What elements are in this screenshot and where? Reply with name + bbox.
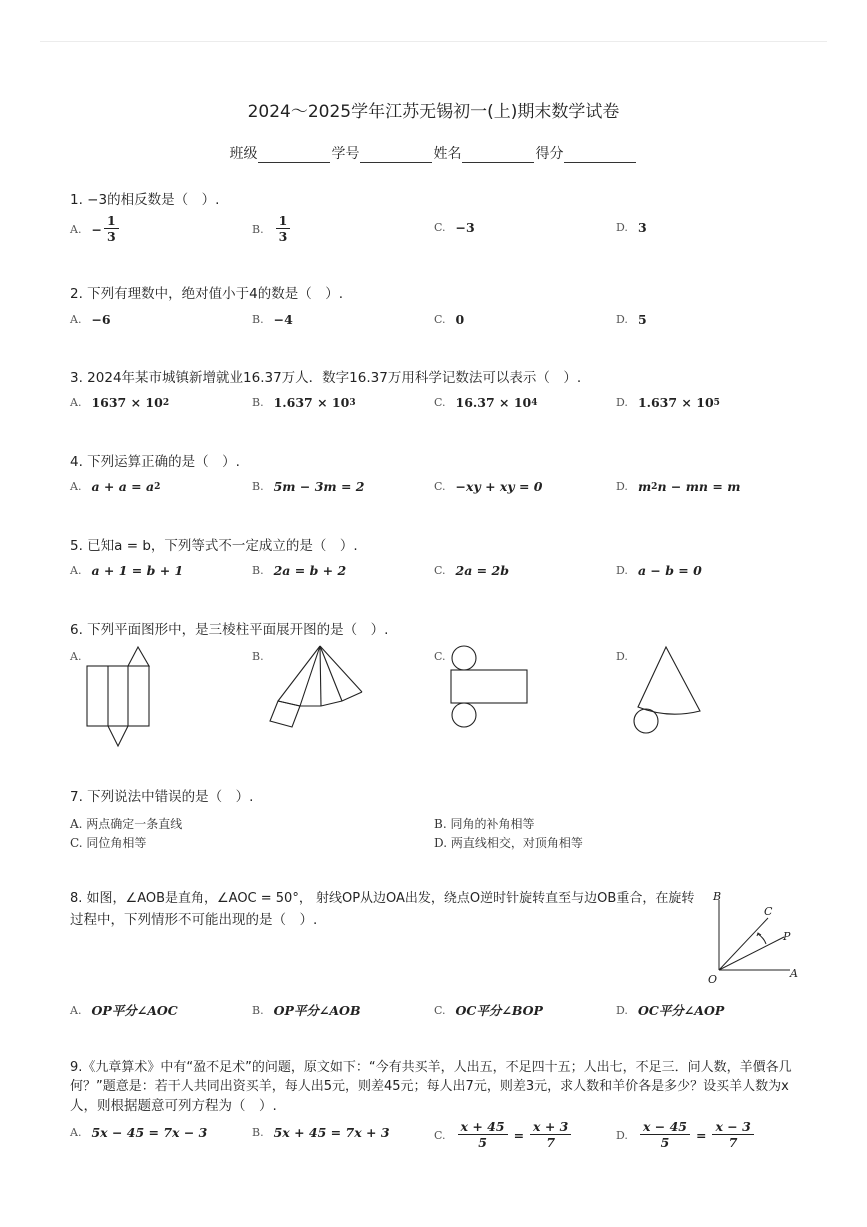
q4-option-b-letter: B. xyxy=(252,480,264,493)
q9-c-left-denominator: 5 xyxy=(478,1135,487,1150)
q2-option-a-value: −6 xyxy=(91,312,111,327)
q4-option-d-letter: D. xyxy=(616,480,628,493)
q3-option-a[interactable] xyxy=(70,395,169,410)
q8-label-c: C xyxy=(764,905,773,918)
q4-option-a-letter: A. xyxy=(70,480,82,493)
q4-option-d-rest: n − mn = m xyxy=(657,479,741,494)
question-6-stem: 6. 下列平面图形中，是三棱柱平面展开图的是（ ）. xyxy=(70,622,389,638)
q9-option-d-left-fraction xyxy=(640,1120,690,1150)
q6-figure-d-cone-net xyxy=(628,645,704,737)
student-id-field[interactable] xyxy=(332,143,434,163)
q3-option-b[interactable] xyxy=(252,395,356,410)
q3-option-c-value: 16.37 × 10 xyxy=(455,395,532,410)
q9-option-a[interactable] xyxy=(70,1125,207,1140)
q9-option-b-value: 5x + 45 = 7x + 3 xyxy=(273,1125,390,1140)
class-label: 班级 xyxy=(229,146,258,162)
q7-option-b[interactable]: B. 同角的补角相等 xyxy=(434,817,535,831)
q9-option-c[interactable] xyxy=(434,1120,573,1150)
q5-option-d-letter: D. xyxy=(616,564,628,577)
q2-option-c-value: 0 xyxy=(455,312,465,327)
q1-option-c-value: −3 xyxy=(455,220,475,235)
q3-option-a-exponent: 2 xyxy=(162,397,170,408)
student-info-row xyxy=(0,143,867,163)
question-8-stem-line-1: 8. 如图，∠AOB是直角，∠AOC = 50°， 射线OP从边OA出发，绕点O逆时针旋转直至与边OB重合，在旋转 xyxy=(70,891,695,906)
q8-label-p: P xyxy=(783,930,791,943)
name-label: 姓名 xyxy=(433,146,462,162)
q2-option-a-letter: A. xyxy=(70,313,82,326)
q4-option-d-base: m xyxy=(637,479,652,494)
q5-option-b-letter: B. xyxy=(252,564,264,577)
q3-option-d-letter: D. xyxy=(616,396,628,409)
question-4-stem: 4. 下列运算正确的是（ ）. xyxy=(70,454,240,470)
score-field[interactable] xyxy=(536,143,638,163)
q8-option-b[interactable] xyxy=(252,1001,361,1019)
q6-option-c-letter: C. xyxy=(434,650,446,663)
q7-option-c[interactable]: C. 同位角相等 xyxy=(70,836,147,850)
q2-option-c[interactable] xyxy=(434,312,464,327)
q8-label-b: B xyxy=(713,890,722,903)
question-9-stem-line-1: 9.《九章算术》中有“盈不足术”的问题，原文如下：“今有共买羊，人出五，不足四十五；人出七，不足三．问人数，羊價各几 xyxy=(70,1060,792,1075)
question-8-options xyxy=(70,1001,798,1021)
q9-d-equals: = xyxy=(695,1127,707,1143)
question-1-stem: 1. −3的相反数是（ ）. xyxy=(70,192,220,208)
student-id-blank[interactable] xyxy=(360,148,432,163)
question-2-options xyxy=(70,312,798,332)
q5-option-d[interactable] xyxy=(616,563,702,578)
q8-option-d-letter: D. xyxy=(616,1003,628,1017)
question-5-stem: 5. 已知a = b，下列等式不一定成立的是（ ）. xyxy=(70,538,358,554)
q9-d-right-denominator: 7 xyxy=(728,1135,738,1150)
q9-option-b[interactable] xyxy=(252,1125,390,1140)
q5-option-a[interactable] xyxy=(70,563,183,578)
class-field[interactable] xyxy=(230,143,332,163)
q8-option-a-value: OP平分∠AOC xyxy=(91,1003,178,1018)
q3-option-c-exponent: 4 xyxy=(531,397,538,408)
q1-a-numerator: 1 xyxy=(104,214,119,229)
q7-option-d[interactable]: D. 两直线相交，对顶角相等 xyxy=(434,836,583,850)
q3-option-b-exponent: 3 xyxy=(349,397,356,408)
q1-option-d[interactable] xyxy=(616,220,647,235)
q8-option-b-letter: B. xyxy=(252,1003,264,1017)
q1-b-numerator: 1 xyxy=(276,214,291,229)
q6-option-a-letter: A. xyxy=(70,650,82,663)
q9-option-d-letter: D. xyxy=(616,1128,628,1142)
q9-option-b-letter: B. xyxy=(252,1126,264,1139)
q9-option-c-left-fraction xyxy=(458,1120,508,1150)
question-9-stem-line-2: 何？”题意是：若干人共同出资买羊，每人出5元，则差45元；每人出7元，则差3元，求人数和羊价各是多少？设买羊人数为x xyxy=(70,1079,789,1094)
q4-option-c-value: −xy + xy = 0 xyxy=(455,479,543,494)
q2-option-b-value: −4 xyxy=(273,312,293,327)
q1-option-a[interactable] xyxy=(70,214,121,244)
q5-option-c-letter: C. xyxy=(434,564,446,577)
q3-option-d-exponent: 5 xyxy=(713,397,720,408)
q8-option-b-value: OP平分∠AOB xyxy=(273,1003,361,1018)
q2-option-a[interactable] xyxy=(70,312,111,327)
q9-d-right-numerator: x − 3 xyxy=(712,1120,753,1135)
question-1-options xyxy=(70,214,798,250)
exam-title: 2024～2025学年江苏无锡初一(上)期末数学试卷 xyxy=(247,102,620,122)
q5-option-c-value: 2a = 2b xyxy=(455,563,509,578)
q4-option-b-value: 5m − 3m = 2 xyxy=(273,479,365,494)
question-3-stem: 3. 2024年某市城镇新增就业16.37万人．数字16.37万用科学记数法可以表示（ ）. xyxy=(70,370,582,386)
q6-figure-a-prism-net xyxy=(84,645,154,750)
q8-option-a[interactable] xyxy=(70,1001,178,1019)
q3-option-b-letter: B. xyxy=(252,396,264,409)
question-3-options xyxy=(70,395,798,415)
q2-option-d-value: 5 xyxy=(637,312,647,327)
score-blank[interactable] xyxy=(564,148,636,163)
q5-option-d-value: a − b = 0 xyxy=(637,563,702,578)
question-8-stem-line-2: 过程中，下列情形不可能出现的是（ ）. xyxy=(70,912,318,928)
question-7-stem: 7. 下列说法中错误的是（ ）. xyxy=(70,789,254,805)
q2-option-b-letter: B. xyxy=(252,313,264,326)
q8-option-c[interactable] xyxy=(434,1001,543,1019)
q1-option-d-letter: D. xyxy=(616,221,628,234)
q5-option-a-letter: A. xyxy=(70,564,82,577)
q9-option-d[interactable] xyxy=(616,1120,756,1150)
question-2-stem: 2. 下列有理数中，绝对值小于4的数是（ ）. xyxy=(70,286,344,302)
question-9-options xyxy=(70,1120,798,1156)
q5-option-b[interactable] xyxy=(252,563,346,578)
q2-option-d[interactable] xyxy=(616,312,647,327)
q2-option-b[interactable] xyxy=(252,312,293,327)
q3-option-d[interactable] xyxy=(616,395,720,410)
q9-c-equals: = xyxy=(513,1127,525,1143)
q4-option-a-value: a + a = a xyxy=(91,479,155,494)
q1-option-a-sign: − xyxy=(91,221,102,237)
top-divider xyxy=(40,41,827,42)
q8-option-a-letter: A. xyxy=(70,1003,82,1017)
q9-option-c-right-fraction xyxy=(530,1120,571,1150)
q3-option-a-value: 1637 × 10 xyxy=(91,395,163,410)
q1-option-c-letter: C. xyxy=(434,221,446,234)
q7-option-a[interactable]: A. 两点确定一条直线 xyxy=(70,817,183,831)
q1-b-denominator: 3 xyxy=(278,229,288,244)
q1-option-b-letter: B. xyxy=(252,222,264,236)
q3-option-b-value: 1.637 × 10 xyxy=(273,395,350,410)
q1-option-a-fraction xyxy=(104,214,119,244)
q8-angle-diagram xyxy=(700,888,810,988)
q5-option-b-value: 2a = b + 2 xyxy=(273,563,347,578)
q8-option-c-letter: C. xyxy=(434,1003,446,1017)
q4-option-d-exponent: 2 xyxy=(651,481,658,492)
name-blank[interactable] xyxy=(462,148,534,163)
q1-a-denominator: 3 xyxy=(106,229,116,244)
q4-option-a-exponent: 2 xyxy=(154,481,161,492)
score-label: 得分 xyxy=(535,146,564,162)
student-id-label: 学号 xyxy=(331,146,360,162)
q2-option-c-letter: C. xyxy=(434,313,446,326)
q5-option-a-value: a + 1 = b + 1 xyxy=(91,563,184,578)
q8-option-c-value: OC平分∠BOP xyxy=(455,1003,543,1018)
q1-option-d-value: 3 xyxy=(637,220,647,235)
q3-option-c[interactable] xyxy=(434,395,538,410)
q6-figure-b-pyramid-net xyxy=(266,643,368,731)
q5-option-c[interactable] xyxy=(434,563,509,578)
q9-option-a-value: 5x − 45 = 7x − 3 xyxy=(91,1125,208,1140)
q8-option-d[interactable] xyxy=(616,1001,724,1019)
q9-c-left-numerator: x + 45 xyxy=(458,1120,508,1135)
q4-option-d[interactable] xyxy=(616,479,740,494)
q9-d-left-denominator: 5 xyxy=(660,1135,670,1150)
q4-option-c-letter: C. xyxy=(434,480,446,493)
q9-c-right-numerator: x + 3 xyxy=(530,1120,571,1135)
q9-c-right-denominator: 7 xyxy=(546,1135,556,1150)
q8-label-o: O xyxy=(708,973,718,986)
name-field[interactable] xyxy=(434,143,536,163)
q1-option-b-fraction xyxy=(276,214,291,244)
question-4-options xyxy=(70,479,798,499)
q1-option-b[interactable] xyxy=(252,214,292,244)
class-blank[interactable] xyxy=(258,148,330,163)
q6-figure-c-cylinder-net xyxy=(448,645,530,729)
q3-option-c-letter: C. xyxy=(434,396,446,409)
q1-option-c[interactable] xyxy=(434,220,475,235)
q8-label-a: A xyxy=(790,967,798,980)
q6-option-d-letter: D. xyxy=(616,650,628,663)
question-9-stem-line-3: 人，则根据题意可列方程为（ ）. xyxy=(70,1098,277,1114)
q4-option-a[interactable] xyxy=(70,479,160,494)
question-5-options xyxy=(70,563,798,583)
q4-option-b[interactable] xyxy=(252,479,365,494)
q2-option-d-letter: D. xyxy=(616,313,628,326)
q6-option-b-letter: B. xyxy=(252,650,264,663)
q1-option-a-letter: A. xyxy=(70,222,82,236)
q9-d-left-numerator: x − 45 xyxy=(640,1120,690,1135)
q4-option-c[interactable] xyxy=(434,479,543,494)
q9-option-d-right-fraction xyxy=(712,1120,753,1150)
q3-option-d-value: 1.637 × 10 xyxy=(637,395,714,410)
q9-option-c-letter: C. xyxy=(434,1128,446,1142)
q3-option-a-letter: A. xyxy=(70,396,82,409)
q9-option-a-letter: A. xyxy=(70,1126,82,1139)
q8-option-d-value: OC平分∠AOP xyxy=(637,1003,725,1018)
